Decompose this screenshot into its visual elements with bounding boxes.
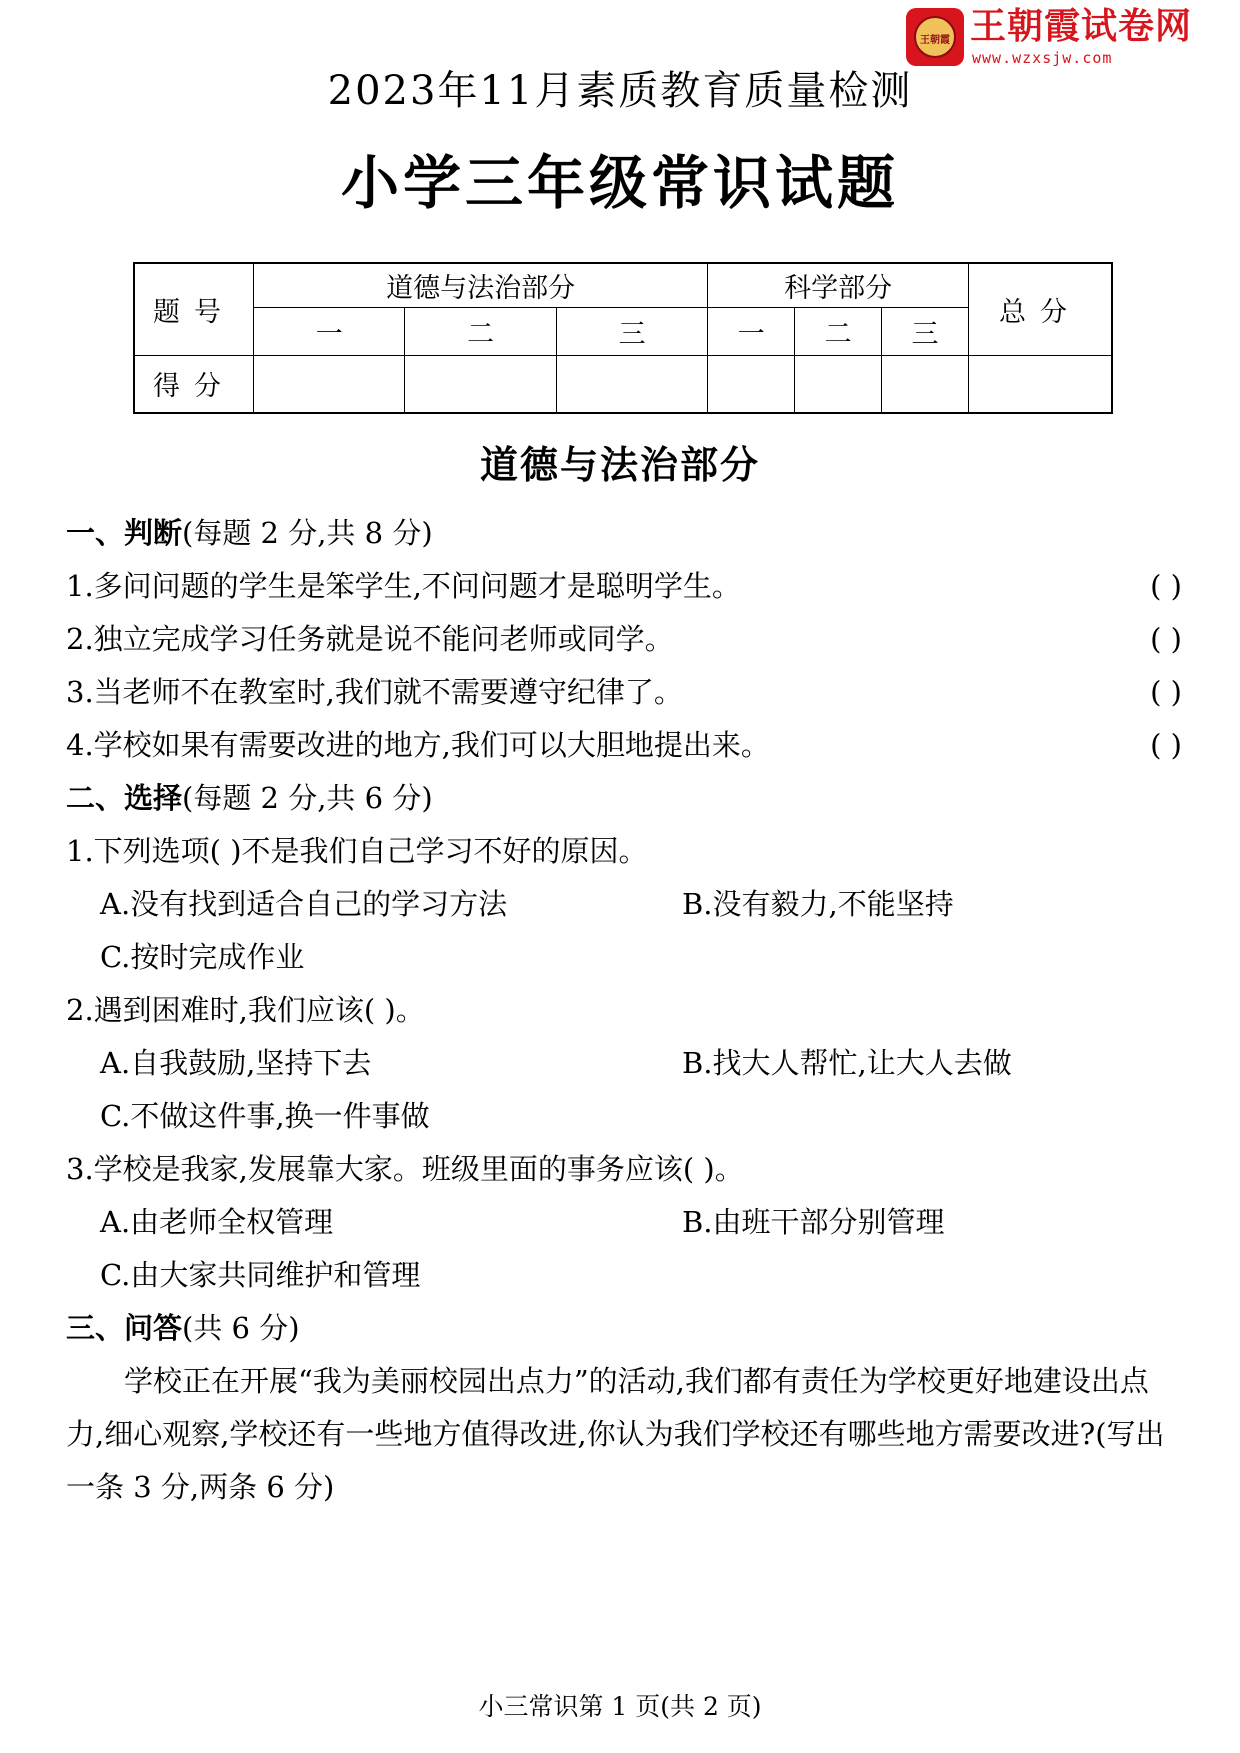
choice-question-stem: 2.遇到困难时,我们应该( )。 <box>66 993 425 1027</box>
watermark-brand: 王朝霞试卷网 <box>970 6 1193 47</box>
answer-blank[interactable]: ( ) <box>1150 728 1182 762</box>
score-cell[interactable] <box>882 355 969 413</box>
score-cell[interactable] <box>405 355 556 413</box>
option-a[interactable]: A.由老师全权管理 <box>100 1205 334 1239</box>
choice-question-stem: 1.下列选项( )不是我们自己学习不好的原因。 <box>66 834 648 868</box>
choice-options-row <box>66 1196 1182 1249</box>
score-cell[interactable] <box>708 355 795 413</box>
column-header: 二 <box>795 307 882 355</box>
seal-icon <box>906 8 964 66</box>
option-b[interactable]: B.由班干部分别管理 <box>682 1205 945 1239</box>
science-group-header: 科学部分 <box>708 263 969 307</box>
option-c[interactable]: C.由大家共同维护和管理 <box>100 1258 421 1292</box>
choice-options-row <box>66 1090 1182 1143</box>
part2-heading-label: 二、选择 <box>66 781 183 815</box>
choice-question-stem: 3.学校是我家,发展靠大家。班级里面的事务应该( )。 <box>66 1152 744 1186</box>
option-a[interactable]: A.没有找到适合自己的学习方法 <box>100 887 508 921</box>
answer-blank[interactable]: ( ) <box>1150 569 1182 603</box>
option-b[interactable]: B.找大人帮忙,让大人去做 <box>682 1046 1012 1080</box>
column-header: 二 <box>405 307 556 355</box>
option-c[interactable]: C.按时完成作业 <box>100 940 305 974</box>
moral-group-header: 道德与法治部分 <box>254 263 708 307</box>
column-header: 三 <box>882 307 969 355</box>
part1-heading-label: 一、判断 <box>66 516 183 550</box>
seal-text: 王朝霞 <box>920 35 950 46</box>
column-header: 一 <box>254 307 405 355</box>
score-cell[interactable] <box>254 355 405 413</box>
part1-heading <box>66 507 1182 560</box>
questions <box>66 507 1182 1514</box>
part2-note: (每题 2 分,共 6 分) <box>182 781 433 815</box>
column-header: 一 <box>708 307 795 355</box>
choice-options-row <box>66 1037 1182 1090</box>
score-table <box>133 262 1113 414</box>
choice-options-row <box>66 931 1182 984</box>
watermark-logo <box>906 6 1226 68</box>
option-b[interactable]: B.没有毅力,不能坚持 <box>682 887 954 921</box>
judge-item <box>66 666 1182 719</box>
judge-item <box>66 719 1182 772</box>
judge-item-text: 1.多问问题的学生是笨学生,不问问题才是聪明学生。 <box>66 569 741 603</box>
option-c[interactable]: C.不做这件事,换一件事做 <box>100 1099 430 1133</box>
choice-options-row <box>66 1249 1182 1302</box>
total-score-label: 总分 <box>969 263 1113 355</box>
section-title: 道德与法治部分 <box>479 443 760 487</box>
page-title: 小学三年级常识试题 <box>340 149 899 217</box>
part3-heading <box>66 1302 1182 1355</box>
judge-item-text: 2.独立完成学习任务就是说不能问老师或同学。 <box>66 622 674 656</box>
score-cell[interactable] <box>556 355 707 413</box>
column-header: 三 <box>556 307 707 355</box>
part2-heading <box>66 772 1182 825</box>
total-score-cell[interactable] <box>969 355 1113 413</box>
page-footer: 小三常识第 1 页(共 2 页) <box>478 1692 762 1721</box>
score-cell[interactable] <box>795 355 882 413</box>
answer-blank[interactable]: ( ) <box>1150 675 1182 709</box>
watermark-url: www.wzxsjw.com <box>972 49 1113 67</box>
answer-blank[interactable]: ( ) <box>1150 622 1182 656</box>
judge-item-text: 3.当老师不在教室时,我们就不需要遵守纪律了。 <box>66 675 683 709</box>
part1-note: (每题 2 分,共 8 分) <box>182 516 433 550</box>
part3-heading-label: 三、问答 <box>66 1311 183 1345</box>
option-a[interactable]: A.自我鼓励,坚持下去 <box>100 1046 372 1080</box>
exam-name: 2023年11月素质教育质量检测 <box>327 68 913 114</box>
choice-options-row <box>66 878 1182 931</box>
question-number-label: 题号 <box>134 263 254 355</box>
judge-item <box>66 560 1182 613</box>
score-row-label: 得分 <box>134 355 254 413</box>
judge-item-text: 4.学校如果有需要改进的地方,我们可以大胆地提出来。 <box>66 728 770 762</box>
part3-note: (共 6 分) <box>182 1311 300 1345</box>
essay-question-text: 学校正在开展“我为美丽校园出点力”的活动,我们都有责任为学校更好地建设出点力,细心观察,学校还有一些地方值得改进,你认为我们学校还有哪些地方需要改进?(写出一条 3 分,两条 6 分) <box>66 1364 1165 1504</box>
judge-item <box>66 613 1182 666</box>
